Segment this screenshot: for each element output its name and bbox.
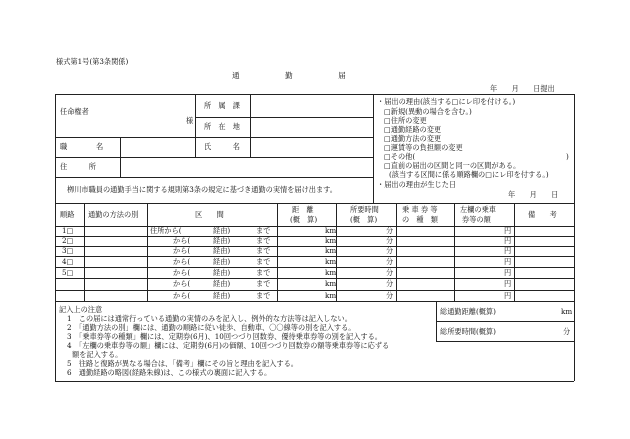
row-yen: 円 (504, 246, 512, 255)
row-km: km (325, 257, 337, 266)
reason-other: □その他( (384, 152, 416, 161)
header-remarks: 備 考 (528, 210, 557, 219)
row-min: 分 (386, 246, 394, 255)
total-time-unit: 分 (563, 327, 571, 336)
row-from: から( (173, 246, 191, 255)
row-km: km (325, 268, 337, 277)
header-time-sub: (概 算) (350, 215, 378, 224)
row-via: 経由) (213, 226, 231, 235)
total-distance-unit: km (561, 307, 573, 316)
reason-same-note: (該当する区間に係る順路欄の□にレ印を付する。) (389, 170, 549, 179)
row-km: km (325, 226, 337, 235)
header-distance: 距 離 (292, 205, 314, 214)
reason-heading: ・届出の理由(該当する□にレ印を付ける。) (377, 97, 516, 106)
row-via: 経由) (213, 236, 231, 245)
row-order: 5□ (62, 268, 74, 277)
reason-address: □住所の変更 (384, 116, 427, 125)
header-section: 区 間 (195, 210, 224, 219)
total-time-label: 総所要時間(概算) (440, 327, 496, 336)
row-via: 経由) (213, 268, 231, 277)
job-title-label: 職 名 (60, 142, 104, 151)
header-ticket-sub: の 種 類 (402, 215, 438, 224)
row-to: まで (256, 226, 271, 235)
declaration-text: 栁川市職員の通勤手当に関する規則第3条の規定に基づき通勤の実情を届け出ます。 (67, 185, 337, 194)
reason-route: □通勤経路の変更 (384, 125, 442, 134)
seal-mark: 様 (186, 116, 194, 125)
row-min: 分 (386, 268, 394, 277)
row-from: から( (173, 236, 191, 245)
header-ticket: 乗 車 券 等 (402, 205, 438, 214)
row-from: から( (173, 291, 191, 300)
row-yen: 円 (504, 226, 512, 235)
department-label: 所 属 課 (204, 101, 240, 110)
note-4: 4 「左欄の乗車券等の額」欄には、定期券(6月)の価額、10回つづり回数券の額等乗車券等に応ずる (67, 341, 390, 350)
header-fare: 左欄の乗車 (460, 205, 496, 214)
row-to: まで (256, 291, 271, 300)
row-to: まで (256, 279, 271, 288)
row-yen: 円 (504, 257, 512, 266)
row-km: km (325, 246, 337, 255)
row-order: 1□ (62, 226, 74, 235)
row-order: 4□ (62, 257, 74, 266)
header-distance-sub: (概 算) (290, 215, 318, 224)
submission-date: 年 月 日提出 (490, 84, 555, 93)
row-from: 住所から( (150, 226, 182, 235)
row-km: km (325, 236, 337, 245)
reason-method: □通勤方法の変更 (384, 134, 442, 143)
row-yen: 円 (504, 279, 512, 288)
row-order: 2□ (62, 236, 74, 245)
reason-new: □新規(異動の場合を含む。) (384, 107, 472, 116)
header-method: 通勤の方法の別 (88, 210, 139, 219)
note-2: 2 「通勤方法の別」欄には、通勤の順路に従い徒歩、自動車、〇〇線等の別を記入する。 (67, 323, 356, 332)
row-min: 分 (386, 226, 394, 235)
row-to: まで (256, 236, 271, 245)
reason-other-close: ) (566, 152, 569, 161)
row-via: 経由) (213, 279, 231, 288)
row-to: まで (256, 268, 271, 277)
header-order: 順路 (60, 210, 75, 219)
row-yen: 円 (504, 268, 512, 277)
row-to: まで (256, 257, 271, 266)
row-to: まで (256, 246, 271, 255)
note-6: 6 通勤経路の略図(経路朱線)は、この様式の裏面に記入する。 (67, 368, 272, 377)
location-label: 所 在 地 (204, 122, 240, 131)
row-yen: 円 (504, 291, 512, 300)
reason-same-section: □直前の届出の区間と同一の区間がある。 (384, 161, 521, 170)
row-km: km (325, 279, 337, 288)
row-min: 分 (386, 257, 394, 266)
row-from: から( (173, 279, 191, 288)
row-km: km (325, 291, 337, 300)
row-min: 分 (386, 279, 394, 288)
row-via: 経由) (213, 246, 231, 255)
row-via: 経由) (213, 291, 231, 300)
occurred-label: ・届出の理由が生じた日 (377, 180, 457, 189)
row-from: から( (173, 257, 191, 266)
row-yen: 円 (504, 236, 512, 245)
note-4-cont: 額を記入する。 (72, 350, 123, 359)
total-distance-label: 総通勤距離(概算) (440, 307, 496, 316)
row-from: から( (173, 268, 191, 277)
page-title: 通 勤 届 (232, 71, 346, 80)
row-order: 3□ (62, 246, 74, 255)
occurred-date: 年 月 日 (508, 190, 559, 199)
appointer-label: 任命権者 (60, 107, 89, 116)
form-label: 様式第1号(第3条関係) (56, 57, 129, 66)
reason-fare: □運賃等の負担額の変更 (384, 143, 463, 152)
notes-heading: 記入上の注意 (59, 305, 103, 314)
row-via: 経由) (213, 257, 231, 266)
header-fare-sub: 券等の額 (462, 215, 491, 224)
note-5: 5 往路と復路が異なる場合は、「備考」欄にその旨と理由を記入する。 (67, 359, 298, 368)
name-label: 氏 名 (204, 142, 240, 151)
row-min: 分 (386, 236, 394, 245)
header-time: 所要時間 (350, 205, 379, 214)
note-1: 1 この届には通常行っている通勤の実情のみを記入し、例外的な方法等は記入しない。 (67, 314, 352, 323)
address-label: 住 所 (60, 162, 96, 171)
row-min: 分 (386, 291, 394, 300)
note-3: 3 「乗車券等の種類」欄には、定期券(6月)、10回つづり回数券、優待乗車券等の別を記入する。 (67, 332, 382, 341)
